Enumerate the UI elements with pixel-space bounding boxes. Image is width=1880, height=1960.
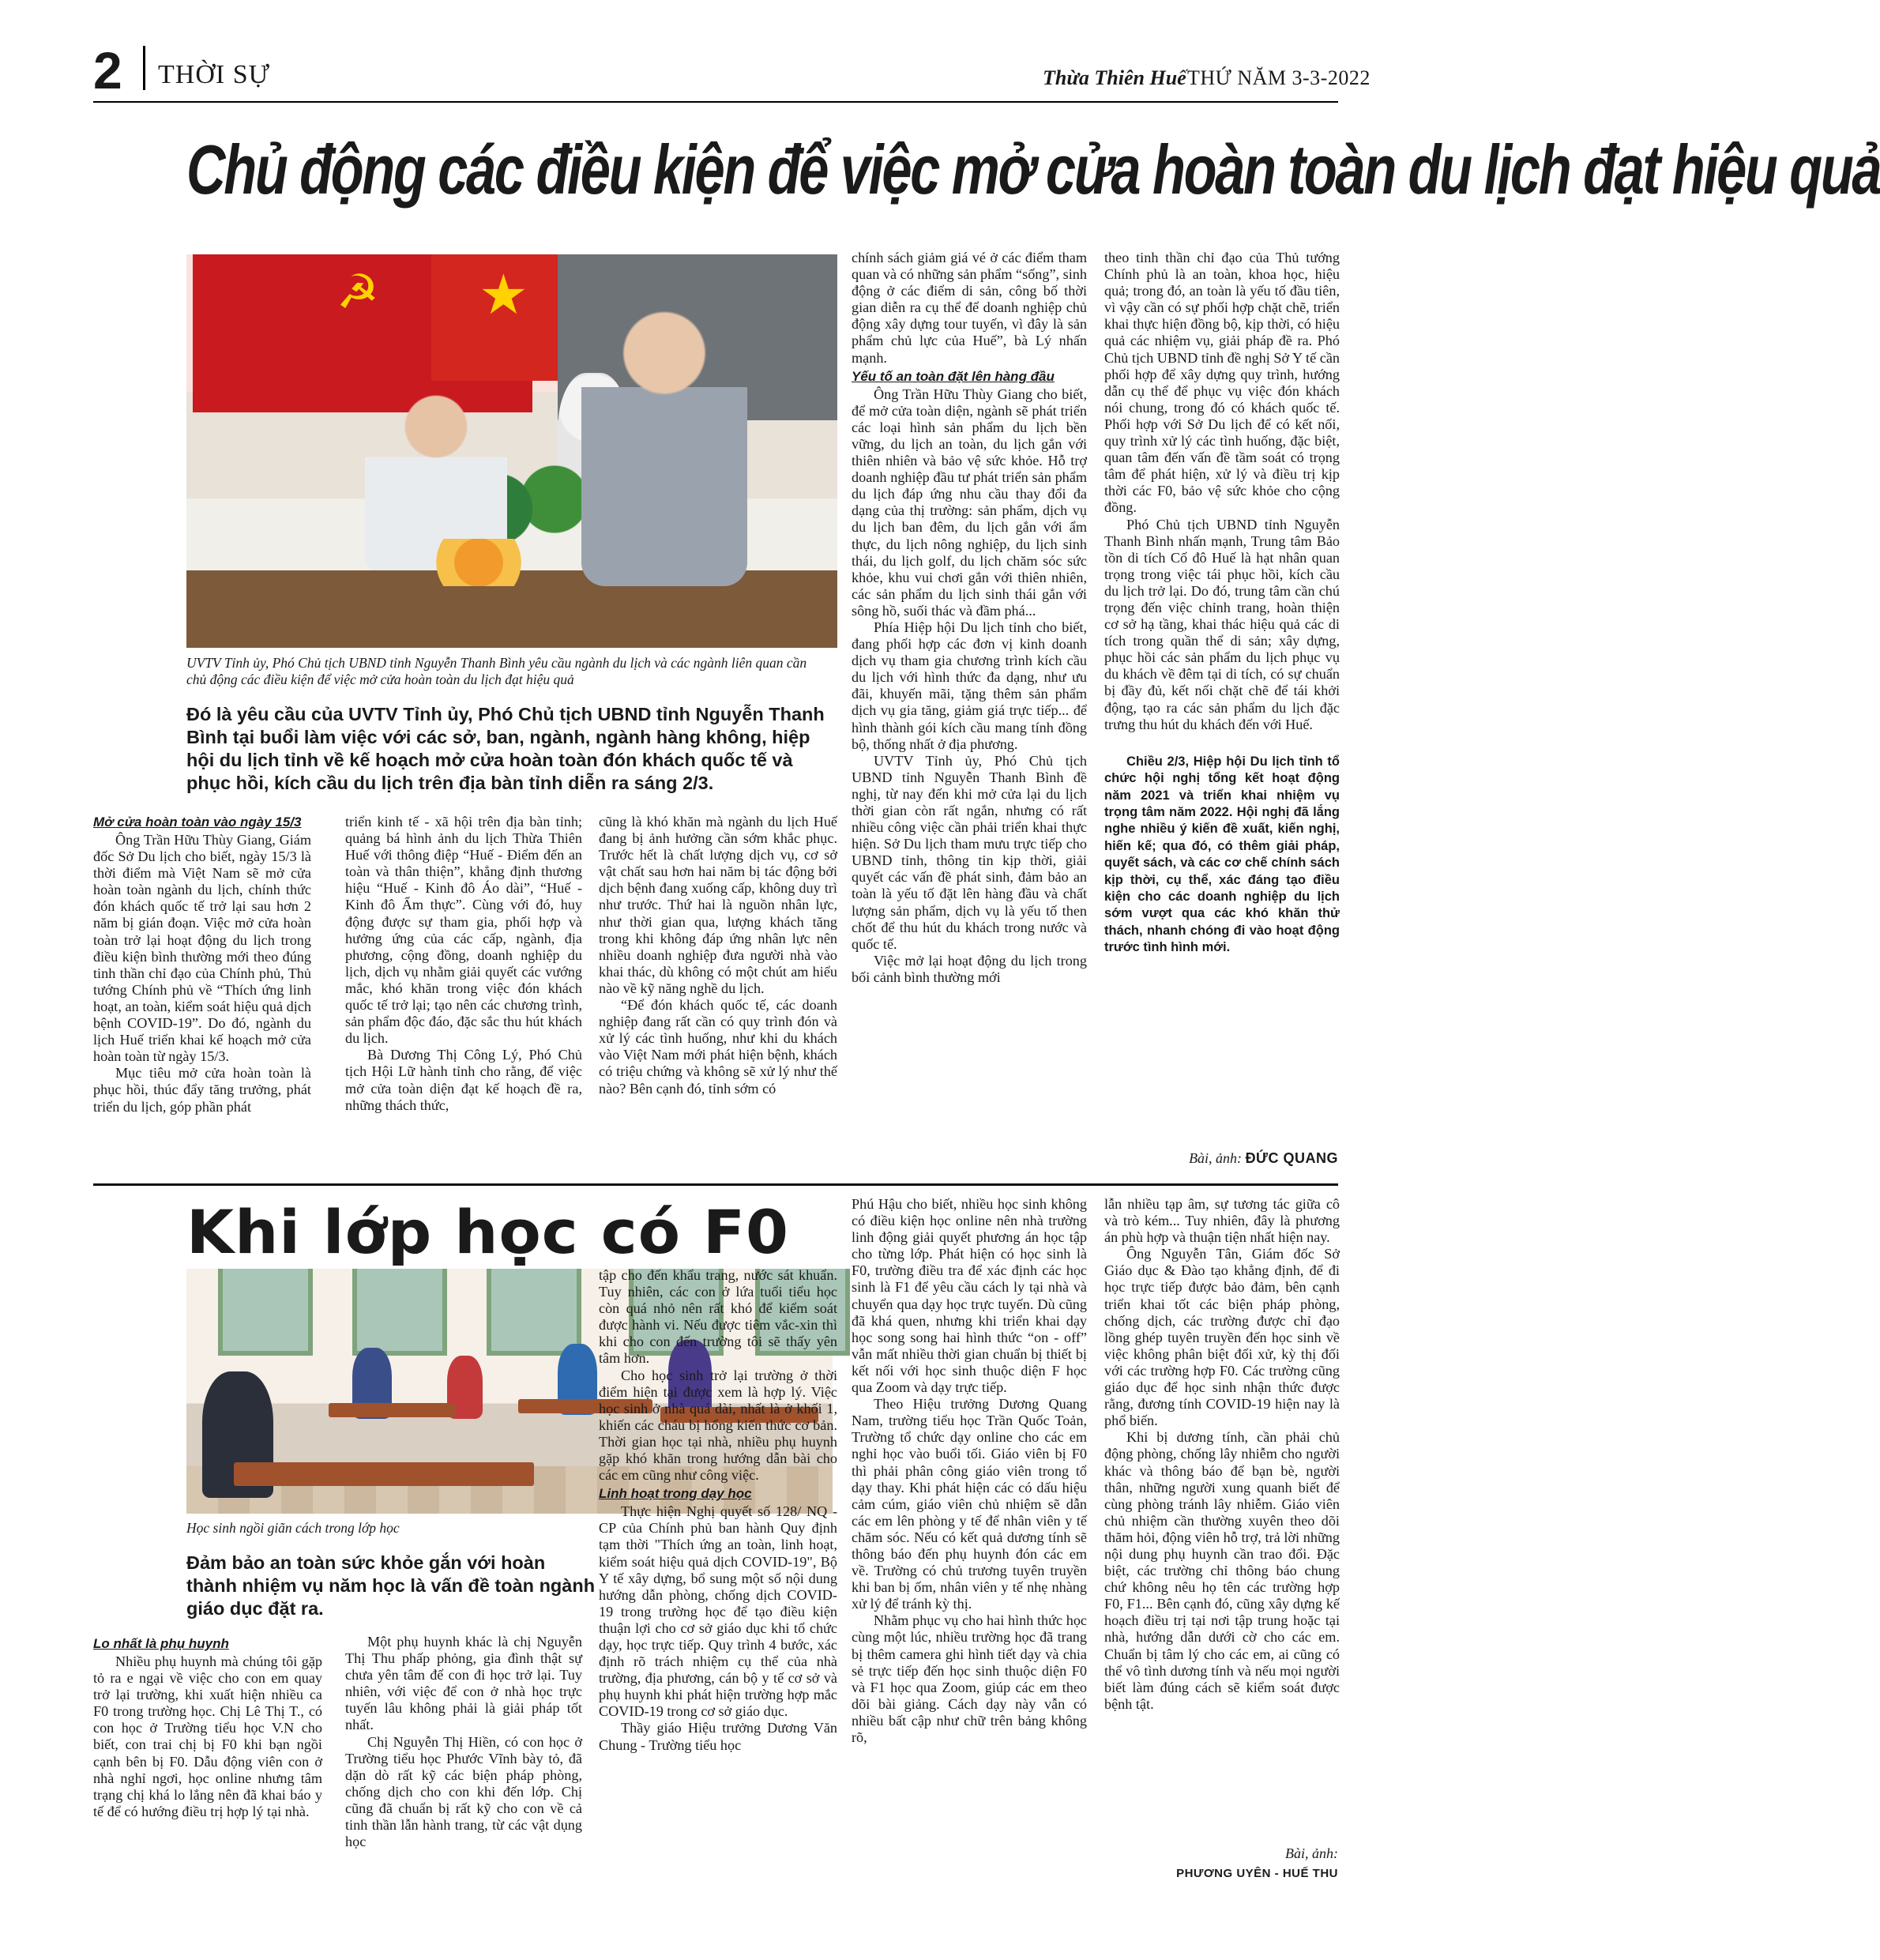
article2-paragraph: Nhằm phục vụ cho hai hình thức học cùng một lúc, nhiều trường học đã trang bị thêm camera ghi hình tiết dạy và chia sẻ trực tiếp đến học sinh thuộc diện F0 và F1 học qua Zoom, giúp các em theo dõi bài giảng. Cách dạy này vẫn có nhiều bất cập như chữ trên bảng không rõ, xyxy=(852,1612,1087,1745)
article1-sidebar-note: Chiều 2/3, Hiệp hội Du lịch tỉnh tổ chức hội nghị tổng kết hoạt động năm 2021 và triển khai nhiệm vụ trọng tâm năm 2022. Hội nghị đã lắng nghe nhiều ý kiến đề xuất, kiến nghị, hiến kế; qua đó, có thêm giải pháp, quyết sách, và các cơ chế chính sách kịp thời, cụ thể, xác đáng tạo điều kiện cho các doanh nghiệp du lịch sớm vượt qua các khó khăn thử thách, nhanh chóng đi vào hoạt động trước tình hình mới. xyxy=(1104,754,1340,955)
article2-paragraph: Thầy giáo Hiệu trưởng Dương Văn Chung - Trường tiểu học xyxy=(599,1720,837,1753)
article1-column-5 xyxy=(1104,250,1340,1119)
article1-photo xyxy=(186,254,837,648)
article1-paragraph: cũng là khó khăn mà ngành du lịch Huế đang bị ảnh hưởng cần sớm khắc phục. Trước hết là chất lượng dịch vụ, cơ sở vật chất sau hơn hai năm bị tác động bởi dịch bệnh đang xuống cấp, không duy trì như trước. Thứ hai là nguồn nhân lực, như thời gian qua, lượng khách tăng trong khi không đáp ứng nhân lực nên nhiều doanh nghiệp đưa người nhà vào khai thác, dù không có một chút am hiểu nào về kỹ năng nghề du lịch. xyxy=(599,814,837,996)
byline-label: Bài, ảnh: xyxy=(1189,1150,1243,1166)
classroom-window xyxy=(218,1269,313,1356)
article1-headline: Chủ động các điều kiện để việc mở cửa hoàn toàn du lịch đạt hiệu quả xyxy=(186,130,1880,209)
article2-paragraph: Chị Nguyễn Thị Hiền, có con học ở Trường tiểu học Phước Vĩnh bày tỏ, đã dặn dò rất kỹ các biện pháp phòng, chống dịch cho con khi đến lớp. Chị cũng đã chuẩn bị rất kỹ cho con về cả tinh thần lẫn hành trang, từ các vật dụng học xyxy=(345,1733,582,1850)
article1-byline xyxy=(1104,1150,1338,1167)
article2-column-5 xyxy=(1104,1196,1340,1836)
article1-paragraph: UVTV Tỉnh ủy, Phó Chủ tịch UBND tỉnh Nguyễn Thanh Bình đề nghị, từ nay đến khi mở cửa lại du lịch thời gian còn rất ngắn, nhưng có rất nhiều công việc cần phải triển khai thực hiện. Sở Du lịch tham mưu trực tiếp cho UBND tỉnh, thông tin kịp thời, giải quyết các vấn đề phát sinh, đảm bảo an toàn là yếu tố đặt lên hàng đầu và chất lượng sản phẩm, dịch vụ là yếu tố then chốt để thu hút du khách trong nước và quốc tế. xyxy=(852,752,1087,952)
article1-column-2 xyxy=(345,814,582,1179)
header-divider xyxy=(143,46,145,90)
article2-byline xyxy=(1104,1844,1338,1883)
article2-paragraph: Theo Hiệu trưởng Dương Quang Nam, trường tiểu học Trần Quốc Toản, Trường tổ chức dạy online cho các em nghỉ học vào buổi tối. Giáo viên bị F0 thì phải phân công giáo viên trong tổ dạy thay. Khi phát hiện các có dấu hiệu cảm cúm, giáo viên chủ nhiệm sẽ dẫn các em lên phòng y tế để nhân viên y tế chăm sóc. Nếu có kết quả dương tính sẽ thông báo đến phụ huynh đón các em về. Trường có chủ trương tuyên truyền khi ban bị ốm, nhân viên y tế nhẹ nhàng xử lý để tránh kỳ thị. xyxy=(852,1396,1087,1612)
article1-column-1 xyxy=(93,812,311,1179)
classroom-window xyxy=(352,1269,447,1356)
flower-arrangement xyxy=(423,539,534,586)
article1-column-3 xyxy=(599,814,837,1179)
article2-paragraph: lẫn nhiều tạp âm, sự tương tác giữa cô và trò kém... Tuy nhiên, đây là phương án phù hợp và thuận tiện nhất hiện nay. xyxy=(1104,1196,1340,1246)
hammer-sickle-icon: ☭ xyxy=(337,266,379,318)
article1-paragraph: Ông Trần Hữu Thùy Giang, Giám đốc Sở Du lịch cho biết, ngày 15/3 là thời điểm mà Việt Nam sẽ mở cửa hoàn toàn ngành du lịch, chính thức đón khách quốc tế trở lại sau hơn 2 năm bị gián đoạn. Việc mở cửa hoàn toàn trở lại hoạt động du lịch trong điều kiện bình thường mới theo đúng tinh thần chỉ đạo của Chính phủ, Thủ tướng Chính phủ về “Thích ứng linh hoạt, an toàn, kiểm soát hiệu quả dịch bệnh COVID-19”. Do đó, ngành du lịch Huế triển khai kế hoạch mở cửa hoàn toàn từ ngày 15/3. xyxy=(93,832,311,1065)
article2-paragraph: Khi bị dương tính, cần phải chủ động phòng, chống lây nhiễm cho người khác và thông báo để bạn bè, người thân, những người xung quanh biết để cùng phòng tránh lây nhiễm. Giáo viên chủ nhiệm cần thường xuyên theo dõi thăm hỏi, động viên hỗ trợ, trả lời những nội dung phụ huynh cần trao đổi. Đặc biệt, các trường chỉ thông báo chung chứ không nêu họ tên các trường hợp F0, F1... Bên cạnh đó, cũng xây dựng kế hoạch điều trị tại nơi tập trung hoặc tại nhà, hướng dẫn dưới cờ cho các em. Chuẩn bị tâm lý cho các em, ai cũng có thể vô tình dương tính và nếu mọi người biết làm đúng cách sẽ kiểm soát được bệnh tật. xyxy=(1104,1429,1340,1712)
article1-paragraph: Mục tiêu mở cửa hoàn toàn là phục hồi, thúc đẩy tăng trưởng, phát triển du lịch, góp phần phát xyxy=(93,1065,311,1115)
article1-subhead-2: Yếu tố an toàn đặt lên hàng đầu xyxy=(852,368,1055,384)
classroom-desk xyxy=(234,1462,534,1486)
article2-lede: Đảm bảo an toàn sức khỏe gắn với hoàn thành nhiệm vụ năm học là vấn đề toàn ngành giáo dục đặt ra. xyxy=(186,1552,596,1619)
article1-paragraph: Phía Hiệp hội Du lịch tỉnh cho biết, đang phối hợp các đơn vị kinh doanh dịch vụ tham gia chương trình kích cầu du lịch với hình thức đa dạng, như ưu đãi, khuyến mãi, tặng thêm sản phẩm dịch vụ gia tăng, giảm giá trực tiếp... để hình thành gói kích cầu mang tính đồng bộ, thống nhất ở địa phương. xyxy=(852,619,1087,752)
article1-column-4 xyxy=(852,250,1087,1179)
article2-column-2 xyxy=(345,1634,582,1894)
article2-photo-caption: Học sinh ngồi giãn cách trong lớp học xyxy=(186,1520,400,1536)
issue-date: THỨ NĂM 3-3-2022 xyxy=(1187,66,1371,89)
article2-column-1 xyxy=(93,1634,322,1894)
article2-paragraph: Phú Hậu cho biết, nhiều học sinh không có điều kiện học online nên nhà trường linh động giải quyết phương án học tập cho từng lớp. Phát hiện có học sinh là F0, trường điều tra để xác định các học sinh là F1 để yêu cầu cách ly tại nhà và chuyển qua dạy học trực tuyến. Dù cũng đã khá quen, nhưng khi triển khai dạy học song song hai hình thức “on - off” vẫn mất nhiều thời gian chuẩn bị thiết bị kết nối với học sinh thuộc diện F học qua Zoom và dạy trực tiếp. xyxy=(852,1196,1087,1396)
article2-paragraph: Ông Nguyễn Tân, Giám đốc Sở Giáo dục & Đào tạo khẳng định, để đi học trực tiếp được bảo đảm, bên cạnh triển khai tốt các biện pháp phòng, chống dịch, các trường được chỉ đạo lồng ghép tuyên truyền đến học sinh về việc không phân biệt đối xử, kỳ thị đối với các trường hợp F0. Các trường cũng giáo dục để học sinh nhận thức được rằng, đương tính COVID-19 hiện nay là phổ biến. xyxy=(1104,1246,1340,1429)
article2-subhead-1: Lo nhất là phụ huynh xyxy=(93,1636,229,1651)
article1-paragraph: triển kinh tế - xã hội trên địa bàn tỉnh; quảng bá hình ảnh du lịch Thừa Thiên Huế với thông điệp “Huế - Điểm đến an toàn và thân thiện”, khẳng định thương hiệu “Huế - Kinh đô Áo dài”, “Huế - Kinh đô Ẩm thực”. Cùng với đó, huy động được sự tham gia, phối hợp và hưởng ứng của các cấp, ngành, địa phương, cộng đồng, doanh nghiệp du lịch, dịch vụ nhằm giải quyết các vướng mắc, khó khăn trong việc đón khách quốc tế trở lại; tạo nên các chương trình, sản phẩm độc đáo, đặc sắc thu hút khách du lịch. xyxy=(345,814,582,1047)
article1-photo-caption: UVTV Tỉnh ủy, Phó Chủ tịch UBND tỉnh Nguyễn Thanh Bình yêu cầu ngành du lịch và các ngành liên quan cần chủ động các điều kiện để việc mở cửa hoàn toàn du lịch đạt hiệu quả xyxy=(186,655,807,687)
classroom-desk xyxy=(329,1403,455,1417)
article1-paragraph: theo tinh thần chỉ đạo của Thủ tướng Chính phủ là an toàn, khoa học, hiệu quả; trong đó, an toàn là yếu tố đầu tiên, vì vậy cần có sự phối hợp chặt chẽ, triển khai thực hiện đồng bộ, kịp thời, có hiệu quả các nhiệm vụ, giải pháp đề ra. Phó Chủ tịch UBND tỉnh đề nghị Sở Y tế cần phối hợp để xây dựng quy trình, hướng dẫn cụ thể để phục vụ việc đón khách nói chung, trong đó có khách quốc tế. Phối hợp với Sở Du lịch để có kết nối, quy trình xử lý các tình huống, đặc biệt, quan tâm đến vấn đề tầm soát có trọng tâm để phát hiện, xử lý và điều trị kịp thời các F0, bảo vệ sức khỏe cho cộng đồng. xyxy=(1104,250,1340,516)
section-title: THỜI SỰ xyxy=(158,60,270,89)
header-rule xyxy=(93,101,1338,103)
article2-column-4 xyxy=(852,1196,1087,1896)
article2-paragraph: Thực hiện Nghị quyết số 128/ NQ - CP của Chính phủ ban hành Quy định tạm thời "Thích ứng an toàn, linh hoạt, kiểm soát hiệu quả dịch COVID-19", Bộ Y tế xây dựng, bổ sung một số nội dung hướng dẫn phòng, chống dịch COVID-19 trong trường học để tạo điều kiện thuận lợi cho cơ sở giáo dục khi tổ chức dạy, học trực tiếp. Quy trình 4 bước, xác định rõ trách nhiệm cụ thể của nhà trường, địa phương, cán bộ y tế cơ sở và phụ huynh khi phát hiện trường hợp mắc COVID-19 trong cơ sở giáo dục. xyxy=(599,1503,837,1720)
classroom-window xyxy=(487,1269,581,1356)
star-icon: ★ xyxy=(479,265,528,326)
article-divider xyxy=(93,1183,1338,1186)
article2-headline: Khi lớp học có F0 xyxy=(186,1197,789,1267)
article2-column-3 xyxy=(599,1267,837,1896)
byline-author: PHƯƠNG UYÊN - HUẾ THU xyxy=(1176,1867,1338,1880)
article2-paragraph: Nhiều phụ huynh mà chúng tôi gặp tỏ ra e ngại về việc cho con em quay trở lại trường, khi xuất hiện nhiều ca F0 trong trường học. Chị Lê Thị T., có con học ở Trường tiểu học V.N cho biết, con trai chị bị F0 khi bạn ngồi cạnh bên bị F0. Dẫu động viên con ở nhà nghỉ ngơi, học online nhưng tâm trạng chị khá lo lắng nên đã khai báo y tế để có hướng điều trị hợp lý tại nhà. xyxy=(93,1653,322,1819)
article2-paragraph: Cho học sinh trở lại trường ở thời điểm hiện tại được xem là hợp lý. Việc học sinh ở nhà quá dài, nhất là ở khối 1, khiến các cháu bị hổng kiến thức cơ bản. Thời gian học tại nhà, nhiều phụ huynh gặp khó khăn trong hướng dẫn bài cho các em cũng như công việc. xyxy=(599,1367,837,1484)
article1-subhead-1: Mở cửa hoàn toàn vào ngày 15/3 xyxy=(93,814,302,830)
byline-author: ĐỨC QUANG xyxy=(1245,1150,1338,1166)
article1-paragraph: Phó Chủ tịch UBND tỉnh Nguyễn Thanh Bình nhấn mạnh, Trung tâm Bảo tồn di tích Cố đô Huế là hạt nhân quan trọng trong việc tái phục hồi, kích cầu du lịch trở lại. Do đó, trung tâm cần chú trọng đến việc chỉnh trang, hoàn thiện cơ sở hạ tầng, khai thác hiệu quả các di tích trong quần thể di sản; xây dựng, phục hồi các sản phẩm du lịch phục vụ du khách về đêm tại di tích, có sự chuẩn bị đầy đủ, kết nối chặt chẽ để tái khởi động, tạo ra các sản phẩm du lịch đặc trưng thu hút du khách đến với Huế. xyxy=(1104,516,1340,732)
page-number: 2 xyxy=(93,41,122,100)
speaking-official xyxy=(581,302,747,586)
article1-paragraph: chính sách giảm giá vé ở các điểm tham quan và có những sản phẩm “sống”, sinh động ở các điểm di sản, công bố thời gian diễn ra cụ thể để doanh nghiệp chủ động xây dựng tour tuyến, vì đây là sản phẩm chủ lực của Huế”, bà Lý nhấn mạnh. xyxy=(852,250,1087,366)
article2-subhead-2: Linh hoạt trong dạy học xyxy=(599,1486,752,1502)
article1-paragraph: Bà Dương Thị Công Lý, Phó Chủ tịch Hội Lữ hành tỉnh cho rằng, để việc mở cửa toàn diện đạt kế hoạch đề ra, những thách thức, xyxy=(345,1047,582,1113)
article1-paragraph: Việc mở lại hoạt động du lịch trong bối cảnh bình thường mới xyxy=(852,952,1087,985)
article2-paragraph: Một phụ huynh khác là chị Nguyễn Thị Thu phấp phỏng, gia đình thật sự chưa yên tâm để con đi học trở lại. Tuy nhiên, với việc để con ở nhà học trực tuyến lâu không phải là giải pháp tốt nhất. xyxy=(345,1634,582,1733)
article2-paragraph: tập cho đến khẩu trang, nước sát khuẩn. Tuy nhiên, các con ở lứa tuổi tiểu học còn quá nhỏ nên rất khó để kiểm soát được hành vi. Nếu được tiêm vắc-xin thì khi cho con đến trường tôi sẽ thấy yên tâm hơn. xyxy=(599,1267,837,1367)
byline-label: Bài, ảnh: xyxy=(1285,1845,1338,1861)
article1-lede: Đó là yêu cầu của UVTV Tỉnh ủy, Phó Chủ tịch UBND tỉnh Nguyễn Thanh Bình tại buổi làm việc với các sở, ban, ngành, ngành hàng không, hiệp hội du lịch tỉnh về kế hoạch mở cửa hoàn toàn đón khách quốc tế và phục hồi, kích cầu du lịch trên địa bàn tỉnh diễn ra sáng 2/3. xyxy=(186,704,825,793)
article1-paragraph: Ông Trần Hữu Thùy Giang cho biết, để mở cửa toàn diện, ngành sẽ phát triển các loại hình sản phẩm du lịch bền vững, du lịch an toàn, du lịch gắn với thiên nhiên và bảo vệ sức khỏe. Hỗ trợ doanh nghiệp đầu tư phát triển sản phẩm du lịch đáp ứng nhu cầu thay đổi đa dạng của thị trường: sản phẩm, dịch vụ du lịch ban đêm, du lịch gắn với ẩm thực, du lịch nông nghiệp, du lịch sinh thái, du lịch golf, du lịch chăm sóc sức khỏe, khu vui chơi gắn với thiên nhiên, các sản phẩm du lịch sinh thái gắn với sông hồ, suối thác và đầm phá... xyxy=(852,386,1087,619)
article1-paragraph: “Để đón khách quốc tế, các doanh nghiệp đang rất cần có quy trình đón và xử lý các tình huống, như khi du khách vào Việt Nam mới phát hiện bệnh, khách có triệu chứng và không sẽ xử lý như thế nào? Bên cạnh đó, tỉnh sớm có xyxy=(599,997,837,1097)
newspaper-name: Thừa Thiên Huế xyxy=(1043,66,1186,89)
